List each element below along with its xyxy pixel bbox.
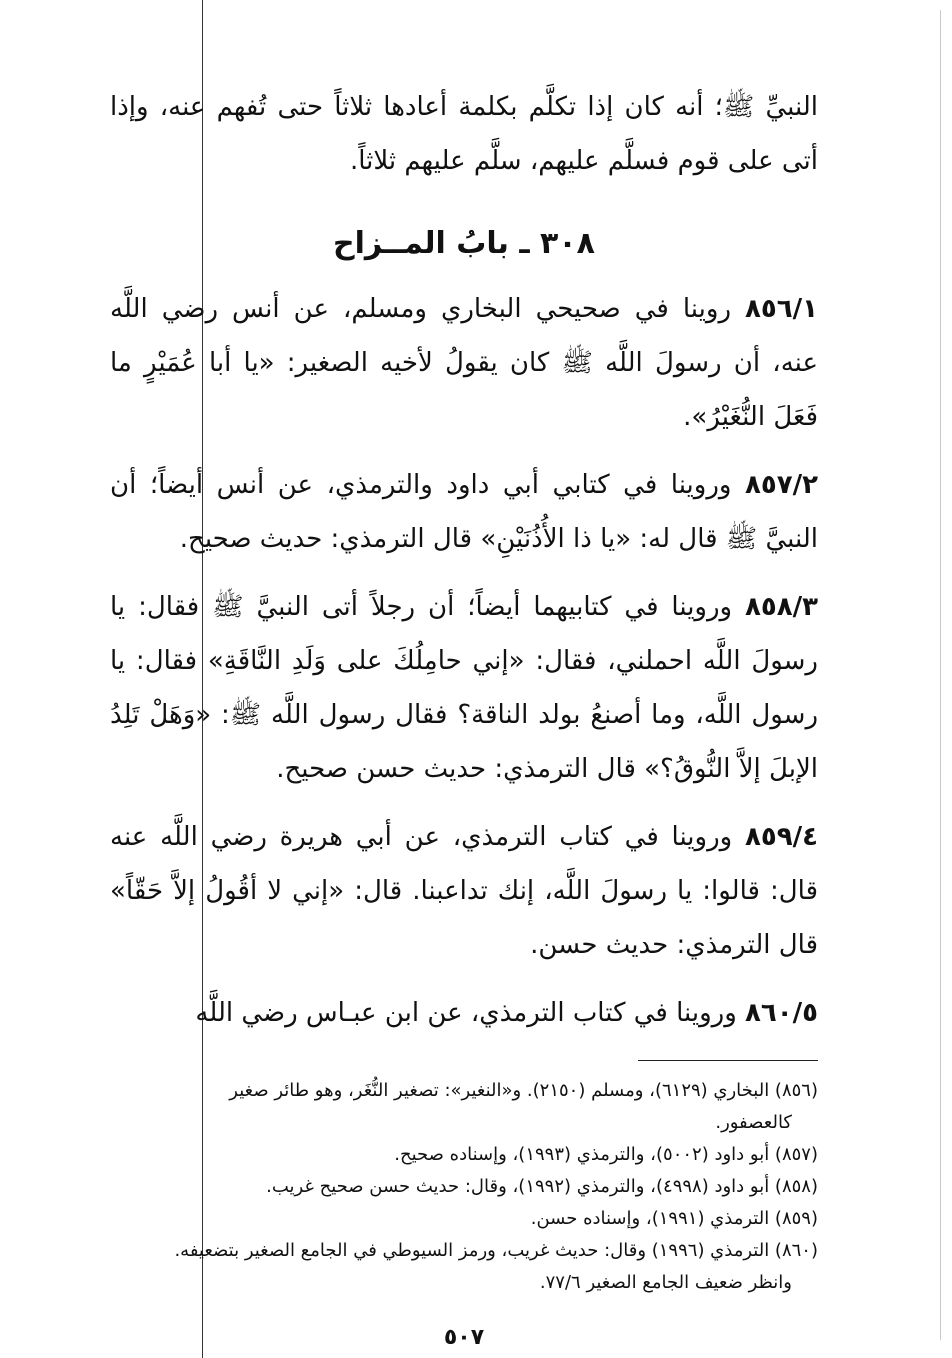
hadith-text: وروينا في كتابيهما أيضاً؛ أن رجلاً أتى النبيَّ ﷺ فقال: يا رسولَ اللَّه احملني، فقال: «إني حامِلُكَ على وَلَدِ النَّاقَةِ» فقال: يا رسول اللَّه، وما أصنعُ بولد الناقة؟ فقال رسول اللَّه ﷺ: «وَهَلْ تَلِدُ الإبلَ إلاَّ النُّوقُ؟» قال الترمذي: حديث حسن صحيح. (110, 592, 818, 784)
footnote-line: وانظر ضعيف الجامع الصغير ٧٧/٦. (539, 1272, 792, 1293)
hadith-number: ٨٦٠/٥ (745, 998, 818, 1028)
footnote-line: (٨٥٩) الترمذي (١٩٩١)، وإسناده حسن. (530, 1208, 818, 1229)
hadith-text: وروينا في كتاب الترمذي، عن أبي هريرة رضي اللَّه عنه قال: قالوا: يا رسولَ اللَّه، إنك تداعبنا. قال: «إني لا أقُولُ إلاَّ حَقّاً» قال الترمذي: حديث حسن. (110, 822, 818, 960)
hadith-text: روينا في صحيحي البخاري ومسلم، عن أنس رضي اللَّه عنه، أن رسولَ اللَّه ﷺ كان يقولُ لأخيه الصغير: «يا أبا عُمَيْرٍ ما فَعَلَ النُّغَيْرُ». (110, 294, 818, 432)
hadith-paragraph (110, 458, 818, 566)
hadith-number: ٨٥٩/٤ (745, 822, 819, 852)
hadith-paragraph (110, 986, 818, 1040)
footnote-line: كالعصفور. (715, 1112, 792, 1133)
scan-edge-line (940, 10, 941, 1340)
hadith-number: ٨٥٧/٢ (745, 470, 819, 500)
hadith-number: ٨٥٨/٣ (745, 592, 819, 622)
intro-line-1: النبيِّ ﷺ؛ أنه كان إذا تكلَّم بكلمة أعادها ثلاثاً حتى تُفهم عنه، وإذا أتى (110, 92, 818, 176)
footnotes (110, 1075, 818, 1299)
chapter-heading: ٣٠٨ ـ بابُ المــزاح (333, 226, 595, 261)
footnote-line: (٨٥٨) أبو داود (٤٩٩٨)، والترمذي (١٩٩٢)، وقال: حديث حسن صحيح غريب. (266, 1176, 818, 1197)
footnote-line: (٨٦٠) الترمذي (١٩٩٦) وقال: حديث غريب، ورمز السيوطي في الجامع الصغير بتضعيفه. (174, 1240, 818, 1261)
hadith-paragraph (110, 282, 818, 444)
footnote-divider (638, 1060, 818, 1061)
hadith-number: ٨٥٦/١ (745, 294, 819, 324)
intro-paragraph (110, 80, 818, 188)
hadith-text: وروينا في كتابي أبي داود والترمذي، عن أنس أيضاً؛ أن النبيَّ ﷺ قال له: «يا ذا الأُذُنَيْنِ» قال الترمذي: حديث صحيح. (110, 470, 818, 554)
footnote-line: (٨٥٦) البخاري (٦١٢٩)، ومسلم (٢١٥٠). و«النغير»: تصغير النُّغَر، وهو طائر صغير (229, 1080, 818, 1101)
hadith-paragraph (110, 580, 818, 796)
book-page (110, 80, 818, 1350)
page-number: ٥٠٧ (443, 1325, 485, 1350)
hadith-text: وروينا في كتاب الترمذي، عن ابن عبـاس رضي اللَّه (195, 998, 737, 1028)
hadith-paragraph (110, 810, 818, 972)
footnote-line: (٨٥٧) أبو داود (٥٠٠٢)، والترمذي (١٩٩٣)، وإسناده صحيح. (394, 1144, 818, 1165)
intro-line-2: على قوم فسلَّم عليهم، سلَّم عليهم ثلاثاً. (349, 146, 774, 176)
